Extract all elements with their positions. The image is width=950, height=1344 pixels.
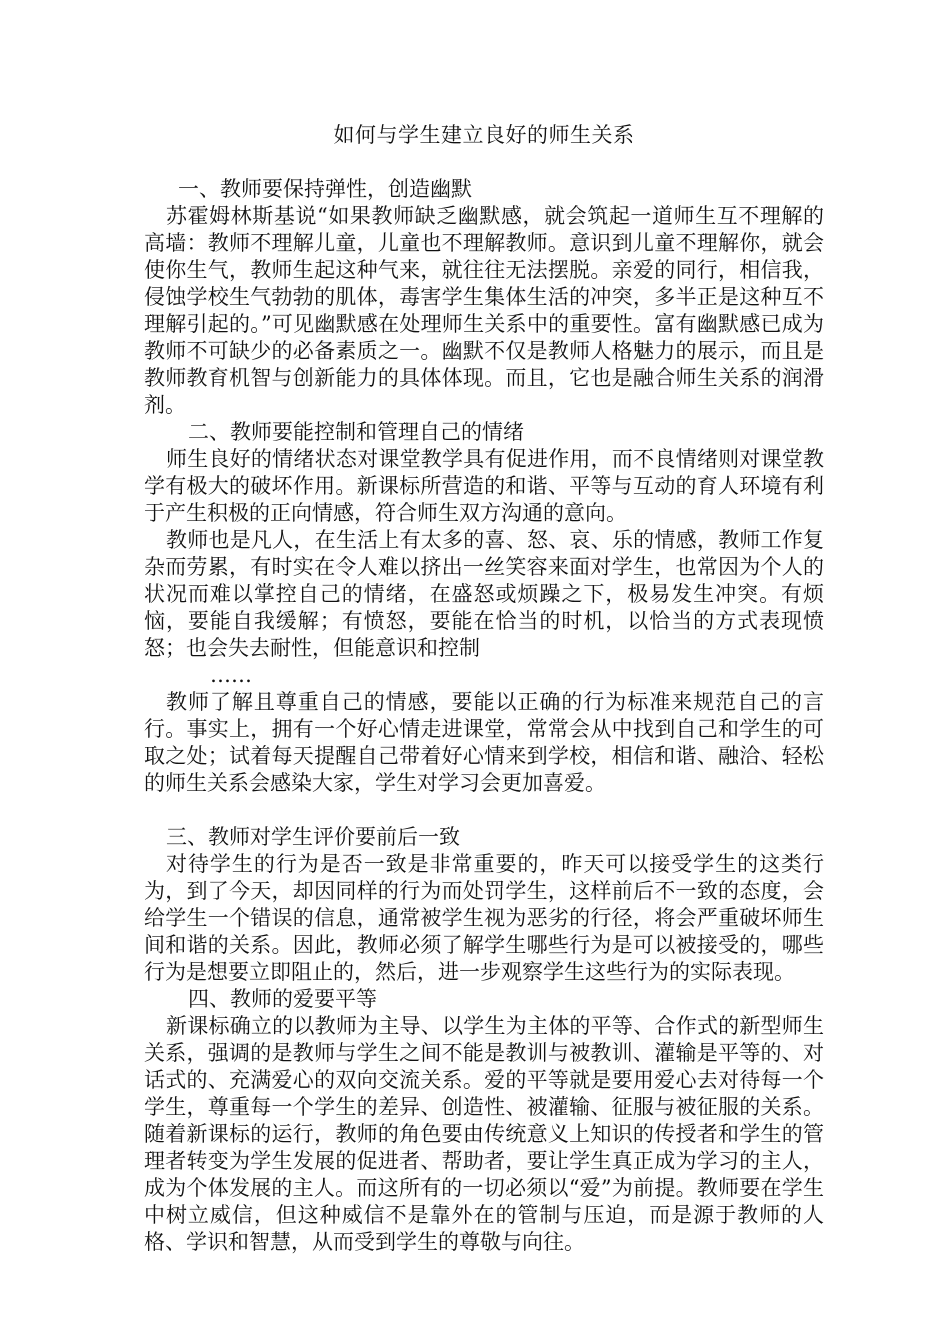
section-heading-2: 二、教师要能控制和管理自己的情绪 bbox=[188, 420, 524, 444]
section-2-paragraph-1: 师生良好的情绪状态对课堂教学具有促进作用，而不良情绪则对课堂教学有极大的破坏作用。新课标所营造的和谐、平等与互动的育人环境有利于产生积极的正向情感，符合师生双方沟通的意向。 bbox=[144, 447, 824, 525]
section-heading-3: 三、教师对学生评价要前后一致 bbox=[166, 825, 460, 849]
section-heading-1: 一、教师要保持弹性，创造幽默 bbox=[178, 177, 472, 201]
section-2-paragraph-3: 教师了解且尊重自己的情感，要能以正确的行为标准来规范自己的言行。事实上，拥有一个好心情走进课堂，常常会从中找到自己和学生的可取之处；试着每天提醒自己带着好心情来到学校，相信和谐、融洽、轻松的师生关系会感染大家，学生对学习会更加喜爱。 bbox=[144, 690, 824, 795]
document-page bbox=[144, 120, 824, 1256]
document-title: 如何与学生建立良好的师生关系 bbox=[333, 123, 635, 147]
section-4-paragraph-1: 新课标确立的以教师为主导、以学生为主体的平等、合作式的新型师生关系，强调的是教师与学生之间不能是教训与被教训、灌输是平等的、对话式的、充满爱心的双向交流关系。爱的平等就是要用爱心去对待每一个学生，尊重每一个学生的差异、创造性、被灌输、征服与被征服的关系。随着新课标的运行，教师的角色要由传统意义上知识的传授者和学生的管理者转变为学生发展的促进者、帮助者，要让学生真正成为学习的主人，成为个体发展的主人。而这所有的一切必须以“爱”为前提。教师要在学生中树立威信，但这种威信不是靠外在的管制与压迫，而是源于教师的人格、学识和智慧，从而受到学生的尊敬与向往。 bbox=[144, 1014, 824, 1254]
section-3-paragraph-1: 对待学生的行为是否一致是非常重要的，昨天可以接受学生的这类行为，到了今天，却因同样的行为而处罚学生，这样前后不一致的态度，会给学生一个错误的信息，通常被学生视为恶劣的行径，将会严重破坏师生间和谐的关系。因此，教师必须了解学生哪些行为是可以被接受的，哪些行为是想要立即阻止的，然后，进一步观察学生这些行为的实际表现。 bbox=[144, 852, 824, 984]
section-1-paragraph-1: 苏霍姆林斯基说“如果教师缺乏幽默感，就会筑起一道师生互不理解的高墙：教师不理解儿童，儿童也不理解教师。意识到儿童不理解你，就会使你生气，教师生起这种气来，就往往无法摆脱。亲爱的同行，相信我，侵蚀学校生气勃勃的肌体，毒害学生集体生活的冲突，多半正是这种互不理解引起的。”可见幽默感在处理师生关系中的重要性。富有幽默感已成为教师不可缺少的必备素质之一。幽默不仅是教师人格魅力的展示，而且是教师教育机智与创新能力的具体体现。而且，它也是融合师生关系的润滑剂。 bbox=[144, 204, 824, 417]
section-2-paragraph-2: 教师也是凡人，在生活上有太多的喜、怒、哀、乐的情感，教师工作复杂而劳累，有时实在令人难以挤出一丝笑容来面对学生，也常因为个人的状况而难以掌控自己的情绪，在盛怒或烦躁之下，极易发生冲突。有烦恼，要能自我缓解；有愤怒，要能在恰当的时机，以恰当的方式表现愤怒；也会失去耐性，但能意识和控制 bbox=[144, 528, 824, 660]
section-2-ellipsis: …… bbox=[210, 663, 252, 687]
section-spacer bbox=[144, 797, 824, 824]
section-heading-4: 四、教师的爱要平等 bbox=[188, 987, 377, 1011]
